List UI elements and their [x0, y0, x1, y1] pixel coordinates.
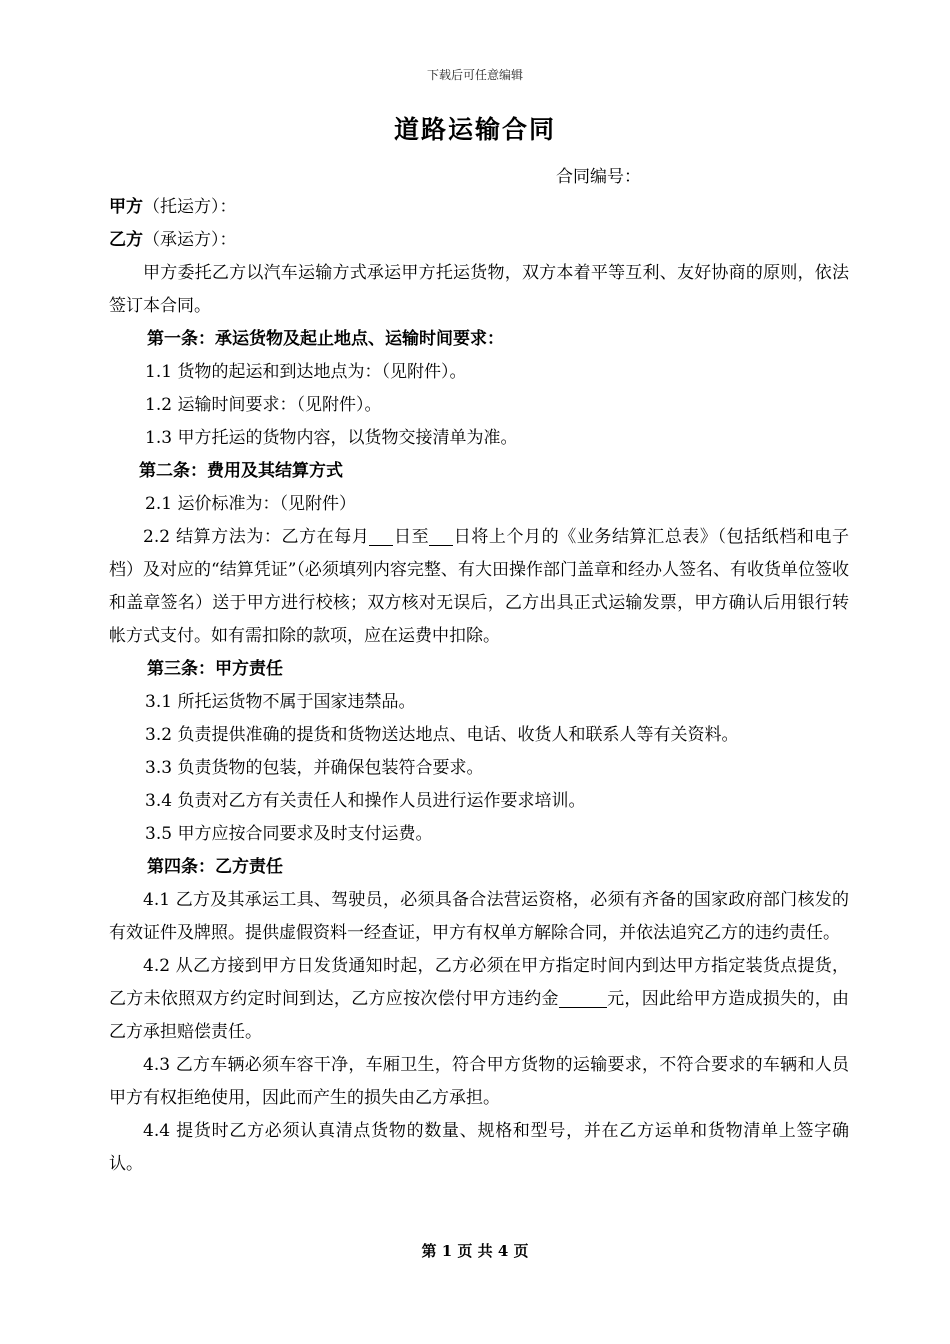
- article-3-title: 第三条：甲方责任: [147, 659, 283, 679]
- contract-body: [109, 191, 849, 1181]
- clause-1-3: 1.3 甲方托运的货物内容，以货物交接清单为准。: [145, 428, 518, 448]
- clause-3-4: 3.4 负责对乙方有关责任人和操作人员进行运作要求培训。: [145, 791, 586, 811]
- blank-end-day: [429, 525, 453, 546]
- clause-1-2: 1.2 运输时间要求：（见附件）。: [145, 395, 382, 415]
- clause-4-2: [109, 950, 849, 1049]
- clause-3-2: 3.2 负责提供准确的提货和货物送达地点、电话、收货人和联系人等有关资料。: [145, 725, 739, 745]
- header-note: 下载后可任意编辑: [426, 68, 523, 82]
- clause-3-1: 3.1 所托运货物不属于国家违禁品。: [145, 692, 416, 712]
- article-1-title: 第一条：承运货物及起止地点、运输时间要求：: [147, 329, 504, 349]
- blank-penalty-amount: [559, 987, 607, 1008]
- article-2-title: 第二条：费用及其结算方式: [139, 461, 343, 481]
- document-title: 道路运输合同: [393, 115, 556, 144]
- party-b-label: 乙方: [109, 230, 143, 250]
- page-number-footer: 第 1 页 共 4 页: [421, 1242, 529, 1260]
- party-a-line: [109, 191, 849, 224]
- article-4-title: 第四条：乙方责任: [147, 857, 283, 877]
- clause-4-3: 4.3 乙方车辆必须车容干净，车厢卫生，符合甲方货物的运输要求，不符合要求的车辆和人员甲方有权拒绝使用，因此而产生的损失由乙方承担。: [109, 1055, 849, 1108]
- intro-paragraph: 甲方委托乙方以汽车运输方式承运甲方托运货物，双方本着平等互利、友好协商的原则，依法签订本合同。: [109, 263, 849, 316]
- clause-2-2: [109, 521, 849, 653]
- clause-2-1: 2.1 运价标准为：（见附件）: [145, 494, 356, 514]
- party-a-label: 甲方: [109, 197, 143, 217]
- contract-number-label: 合同编号：: [556, 167, 641, 187]
- clause-3-3: 3.3 负责货物的包装，并确保包装符合要求。: [145, 758, 484, 778]
- clause-3-5: 3.5 甲方应按合同要求及时支付运费。: [145, 824, 433, 844]
- party-b-line: [109, 224, 849, 257]
- party-a-role: （托运方）：: [143, 197, 237, 217]
- clause-4-2-part-a: 4.2 从乙方接到甲方日发货通知时起，乙方必须在甲方指定时间内到达甲方指定装货点提货，乙方未依照双方约定时间到达，乙方应按次偿付甲方违约金: [109, 956, 849, 1009]
- clause-4-1: 4.1 乙方及其承运工具、驾驶员，必须具备合法营运资格，必须有齐备的国家政府部门核发的有效证件及牌照。提供虚假资料一经查证，甲方有权单方解除合同，并依法追究乙方的违约责任。: [109, 890, 849, 943]
- clause-4-4: 4.4 提货时乙方必须认真清点货物的数量、规格和型号，并在乙方运单和货物清单上签字确认。: [109, 1121, 849, 1174]
- clause-2-2-part-b: 日至: [393, 527, 430, 547]
- clause-2-2-part-c: 日将上个月的《业务结算汇总表》（包括纸档和电子档）及对应的“结算凭证”（必须填列内容完整、有大田操作部门盖章和经办人签名、有收货单位签收和盖章签名）送于甲方进行校核；双方核对无误后，乙方出具正式运输发票，甲方确认后用银行转帐方式支付。如有需扣除的款项，应在运费中扣除。: [109, 527, 849, 646]
- blank-start-day: [369, 525, 393, 546]
- clause-2-2-part-a: 2.2 结算方法为：乙方在每月: [143, 527, 370, 547]
- clause-1-1: 1.1 货物的起运和到达地点为：（见附件）。: [145, 362, 467, 382]
- clause-4-2-part-b: 元，因此给甲方造成损失的，由乙方承担赔偿责任。: [109, 989, 850, 1042]
- party-b-role: （承运方）：: [143, 230, 237, 250]
